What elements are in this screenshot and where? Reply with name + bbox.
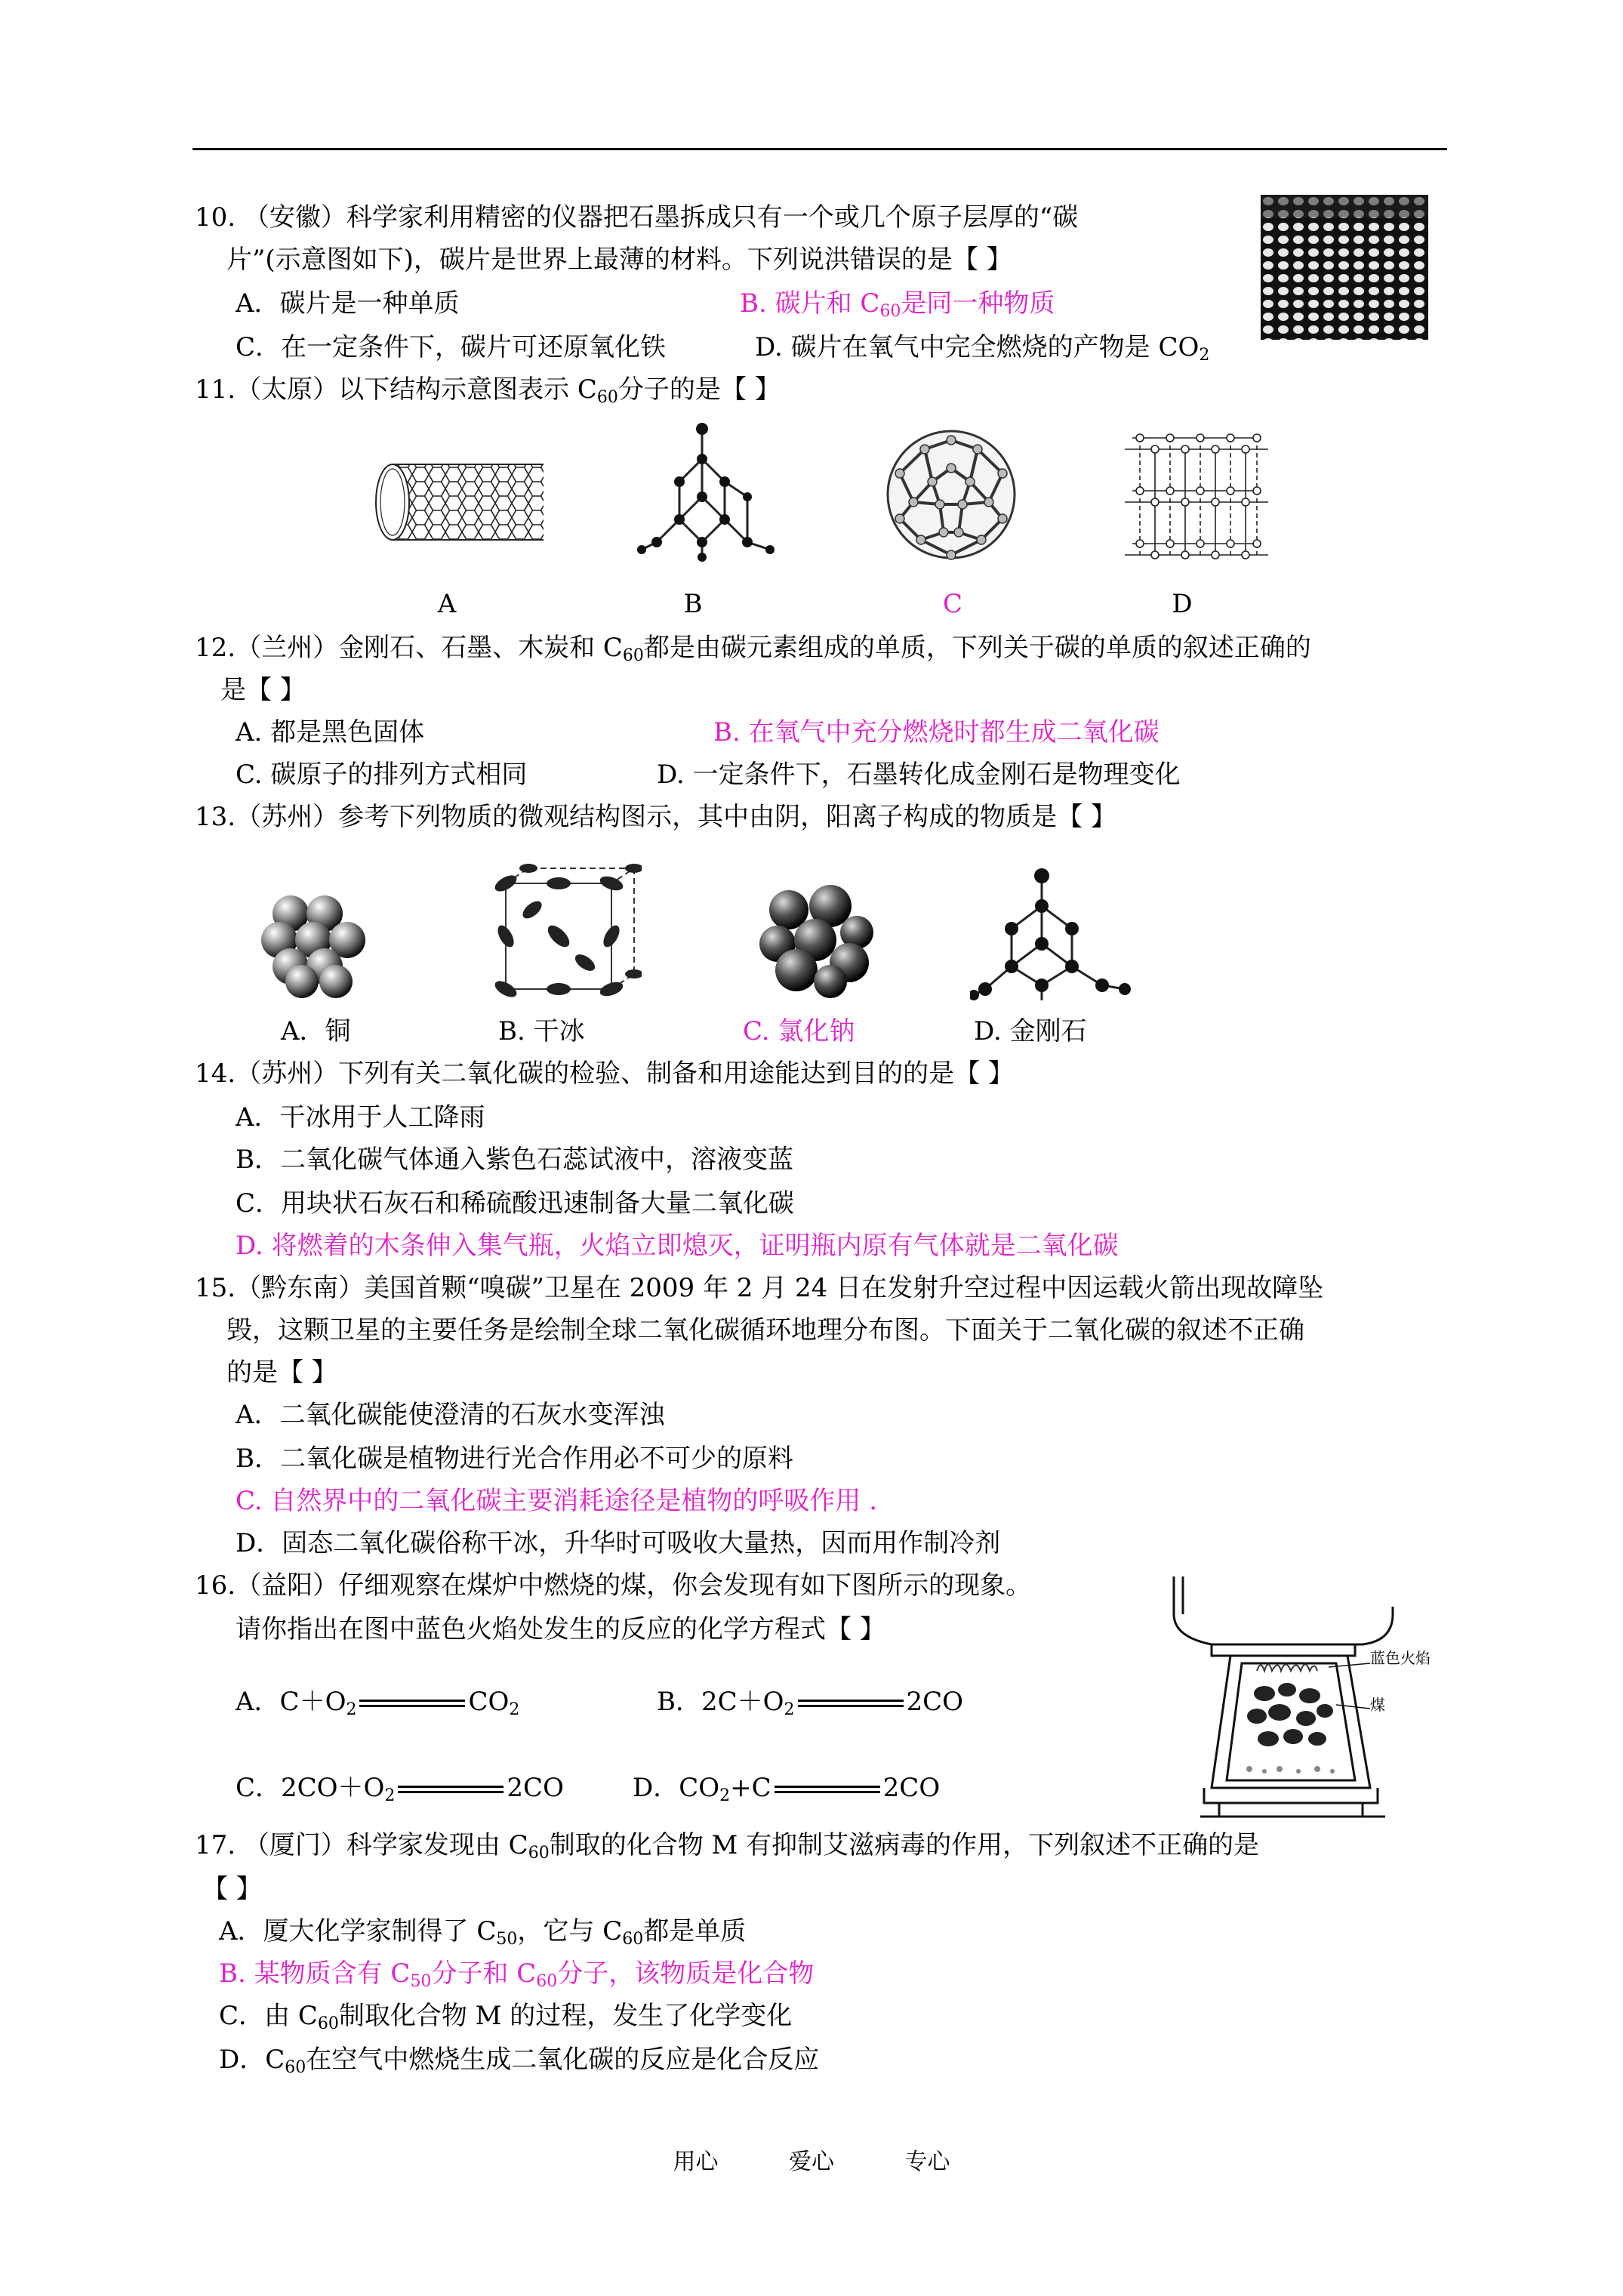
q14-option-a: A．干冰用于人工降雨 (236, 1102, 485, 1133)
q15-option-c: C. 自然界中的二氧化碳主要消耗途径是植物的呼吸作用 . (236, 1486, 878, 1516)
diamond-structure-image (634, 414, 785, 565)
q12-line1: 12.（兰州）金刚石、石墨、木炭和 $C_{60}$都是由碳元素组成的单质，下列关于碳的单质的叙述正确的 (195, 633, 1311, 665)
q12-option-d: D. 一定条件下，石墨转化成金刚石是物理变化 (657, 760, 1181, 790)
page-footer (0, 2143, 1623, 2176)
header-rule (192, 148, 1447, 150)
q12-option-b: B. 在氧气中充分燃烧时都生成二氧化碳 (713, 717, 1160, 747)
q11-label-b: B (683, 589, 703, 619)
q16-figure-label-coal: 煤 (1370, 1696, 1385, 1714)
q17-option-d: D．$C_{60}$在空气中燃烧生成二氧化碳的反应是化合反应 (219, 2045, 820, 2077)
q13-option-b: B. 干冰 (498, 1016, 585, 1046)
graphene-sheet-image (1261, 195, 1428, 340)
c60-buckyball-image (883, 427, 1019, 562)
q16-option-a: A．$C+O_2$ $CO_2$ (236, 1687, 520, 1719)
q10-option-c: C．在一定条件下，碳片可还原氧化铁 (236, 332, 667, 362)
diamond-atoms-image (970, 861, 1136, 1004)
q16-line2: 请你指出在图中蓝色火焰处发生的反应的化学方程式【 】 (236, 1614, 885, 1644)
q13-option-d: D. 金刚石 (974, 1016, 1087, 1046)
q10-option-a: A．碳片是一种单质 (236, 288, 460, 319)
q15-option-d: D．固态二氧化碳俗称干冰，升华时可吸收大量热，因而用作制冷剂 (236, 1528, 1001, 1558)
dry-ice-structure-image (476, 861, 642, 1012)
coal-stove-image (1166, 1576, 1453, 1818)
q15-line2: 毁，这颗卫星的主要任务是绘制全球二氧化碳循环地理分布图。下面关于二氧化碳的叙述不正确 (226, 1315, 1304, 1345)
q15-option-a: A．二氧化碳能使澄清的石灰水变浑浊 (236, 1400, 665, 1430)
q11-stem: 11.（太原）以下结构示意图表示 $C_{60}$分子的是【 】 (195, 374, 781, 407)
q11-label-c: C (942, 589, 962, 619)
footer-text-3: 专心 (904, 2149, 950, 2175)
q11-label-a: A (437, 589, 457, 619)
nanotube-image (362, 453, 559, 551)
q16-option-b: B．$2C+O_2$ 2CO (657, 1687, 964, 1719)
q10-option-d: D. 碳片在氧气中完全燃烧的产物是 $CO_2$ (755, 332, 1210, 365)
q13-stem: 13.（苏州）参考下列物质的微观结构图示，其中由阴，阳离子构成的物质是【 】 (195, 802, 1116, 832)
q12-option-a: A. 都是黑色固体 (236, 717, 425, 747)
q17-option-a: A．厦大化学家制得了 $C_{50}$，它与 $C_{60}$都是单质 (219, 1916, 747, 1949)
q14-option-c: C．用块状石灰石和稀硫酸迅速制备大量二氧化碳 (236, 1188, 795, 1219)
q14-option-b: B．二氧化碳气体通入紫色石蕊试液中，溶液变蓝 (236, 1145, 793, 1175)
q10-line2: 片”(示意图如下)，碳片是世界上最薄的材料。下列说洪错误的是【 】 (226, 245, 1012, 275)
q12-option-c: C. 碳原子的排列方式相同 (236, 760, 528, 790)
q17-option-c: C．由 $C_{60}$制取化合物 M 的过程，发生了化学变化 (219, 2001, 793, 2033)
q11-label-d: D (1172, 589, 1193, 619)
q16-line1: 16.（益阳）仔细观察在煤炉中燃烧的煤，你会发现有如下图所示的现象。 (195, 1570, 1032, 1601)
q13-option-c: C. 氯化钠 (743, 1016, 855, 1046)
footer-text-2: 爱心 (789, 2149, 834, 2175)
q16-option-c: C．$2CO+O_2$ 2CO (236, 1773, 564, 1805)
q10-line1: 10. （安徽）科学家利用精密的仪器把石墨拆成只有一个或几个原子层厚的“碳 (195, 202, 1079, 233)
q14-stem: 14.（苏州）下列有关二氧化碳的检验、制备和用途能达到目的的是【 】 (195, 1059, 1014, 1089)
q12-line2: 是【 】 (220, 675, 306, 705)
q15-line1: 15.（黔东南）美国首颗“嗅碳”卫星在 2009 年 2 月 24 日在发射升空过程中因运载火箭出现故障坠 (195, 1273, 1324, 1303)
q16-option-d: D．$CO_2+C$ 2CO (633, 1773, 941, 1805)
q15-line3: 的是【 】 (226, 1358, 337, 1388)
q10-option-b: B. 碳片和 $C_{60}$是同一种物质 (740, 288, 1055, 321)
q15-option-b: B．二氧化碳是植物进行光合作用必不可少的原料 (236, 1444, 793, 1474)
copper-structure-image (249, 887, 377, 1000)
q17-line2: 【 】 (202, 1874, 262, 1904)
q17-line1: 17. （厦门）科学家发现由 $C_{60}$制取的化合物 M 有抑制艾滋病毒的作用，下列叙述不正确的是 (195, 1830, 1260, 1863)
q17-option-b: B. 某物质含有 $C_{50}$分子和 $C_{60}$分子，该物质是化合物 (219, 1959, 815, 1991)
q14-option-d: D. 将燃着的木条伸入集气瓶，火焰立即熄灭，证明瓶内原有气体就是二氧化碳 (236, 1231, 1119, 1261)
q16-figure-label-flame: 蓝色火焰 (1370, 1649, 1431, 1667)
q13-option-a: A．铜 (281, 1016, 351, 1046)
graphite-layers-image (1117, 423, 1276, 570)
footer-text-1: 用心 (673, 2149, 719, 2175)
sodium-chloride-structure-image (751, 880, 883, 1000)
